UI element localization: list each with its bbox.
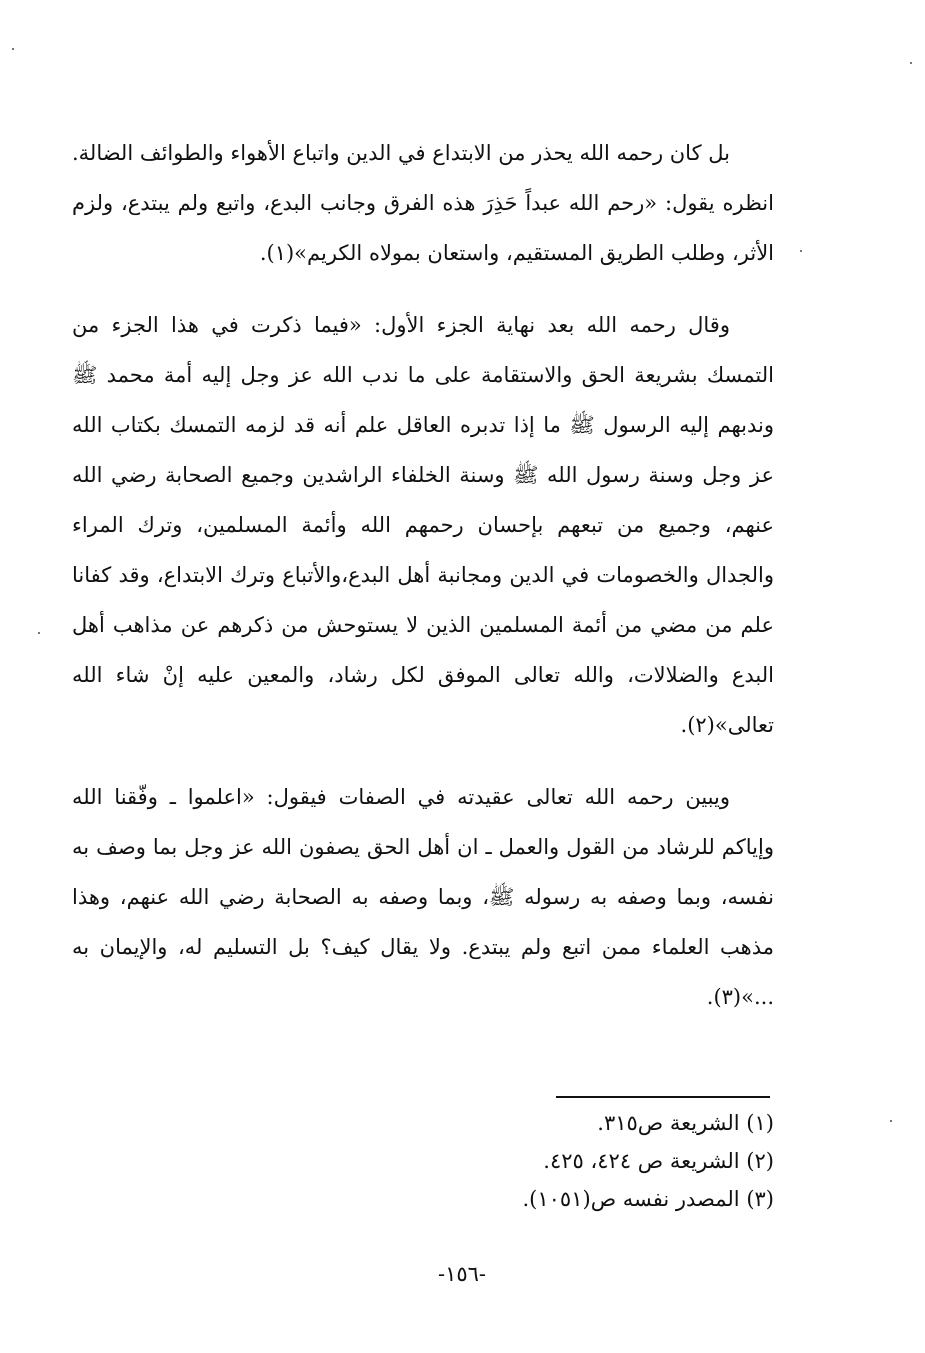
paragraph-2: وقال رحمه الله بعد نهاية الجزء الأول: «فيما ذكرت في هذا الجزء من التمسك بشريعة الحق والاستقامة على ما ندب الله عز وجل إليه أمة محمد ﷺ وندبهم إليه الرسول ﷺ ما إذا تدبره العاقل علم أنه قد لزمه التمسك بكتاب الله عز وجل وسنة رسول الله ﷺ وسنة الخلفاء الراشدين وجميع الصحابة رضي الله عنهم، وجميع من تبعهم بإحسان رحمهم الله وأئمة المسلمين، وترك المراء والجدال والخصومات في الدين ومجانبة أهل البدع،والأتباع وترك الابتداع، وقد كفانا علم من مضي من أئمة المسلمين الذين لا يستوحش من ذكرهم عن مذاهب أهل البدع والضلالات، والله تعالى الموفق لكل رشاد، والمعين عليه إنْ شاء الله تعالى»(٢).: [72, 313, 774, 737]
scan-speck: [910, 62, 912, 64]
body-text: [72, 128, 774, 1022]
paragraph-3: ويبين رحمه الله تعالى عقيدته في الصفات فيقول: «اعلموا ـ وفّقنا الله وإياكم للرشاد من القول والعمل ـ ان أهل الحق يصفون الله عز وجل بما وصف به نفسه، وبما وصفه به رسوله ﷺ، وبما وصفه به الصحابة رضي الله عنهم، وهذا مذهب العلماء ممن اتبع ولم يبتدع. ولا يقال كيف؟ بل التسليم له، والإيمان به ...»(٣).: [72, 785, 774, 1009]
page-number: -١٥٦-: [437, 1262, 487, 1286]
footnotes: [300, 1104, 774, 1218]
scan-speck: [38, 632, 40, 634]
footnote-separator: [556, 1096, 770, 1098]
footnote-3: (٣) المصدر نفسه ص(١٠٥١).: [522, 1187, 774, 1211]
scan-speck: [890, 1120, 892, 1122]
footnote-1: (١) الشريعة ص٣١٥.: [597, 1111, 774, 1135]
paragraph-1: بل كان رحمه الله يحذر من الابتداع في الدين واتباع الأهواء والطوائف الضالة. انظره يقول: «رحم الله عبداً حَذِرَ هذه الفرق وجانب البدع، واتبع ولم يبتدع، ولزم الأثر، وطلب الطريق المستقيم، واستعان بمولاه الكريم»(١).: [71, 141, 774, 265]
scan-speck: [12, 48, 14, 50]
footnote-2: (٢) الشريعة ص ٤٢٤، ٤٢٥.: [543, 1149, 774, 1173]
scan-speck: [800, 250, 802, 252]
